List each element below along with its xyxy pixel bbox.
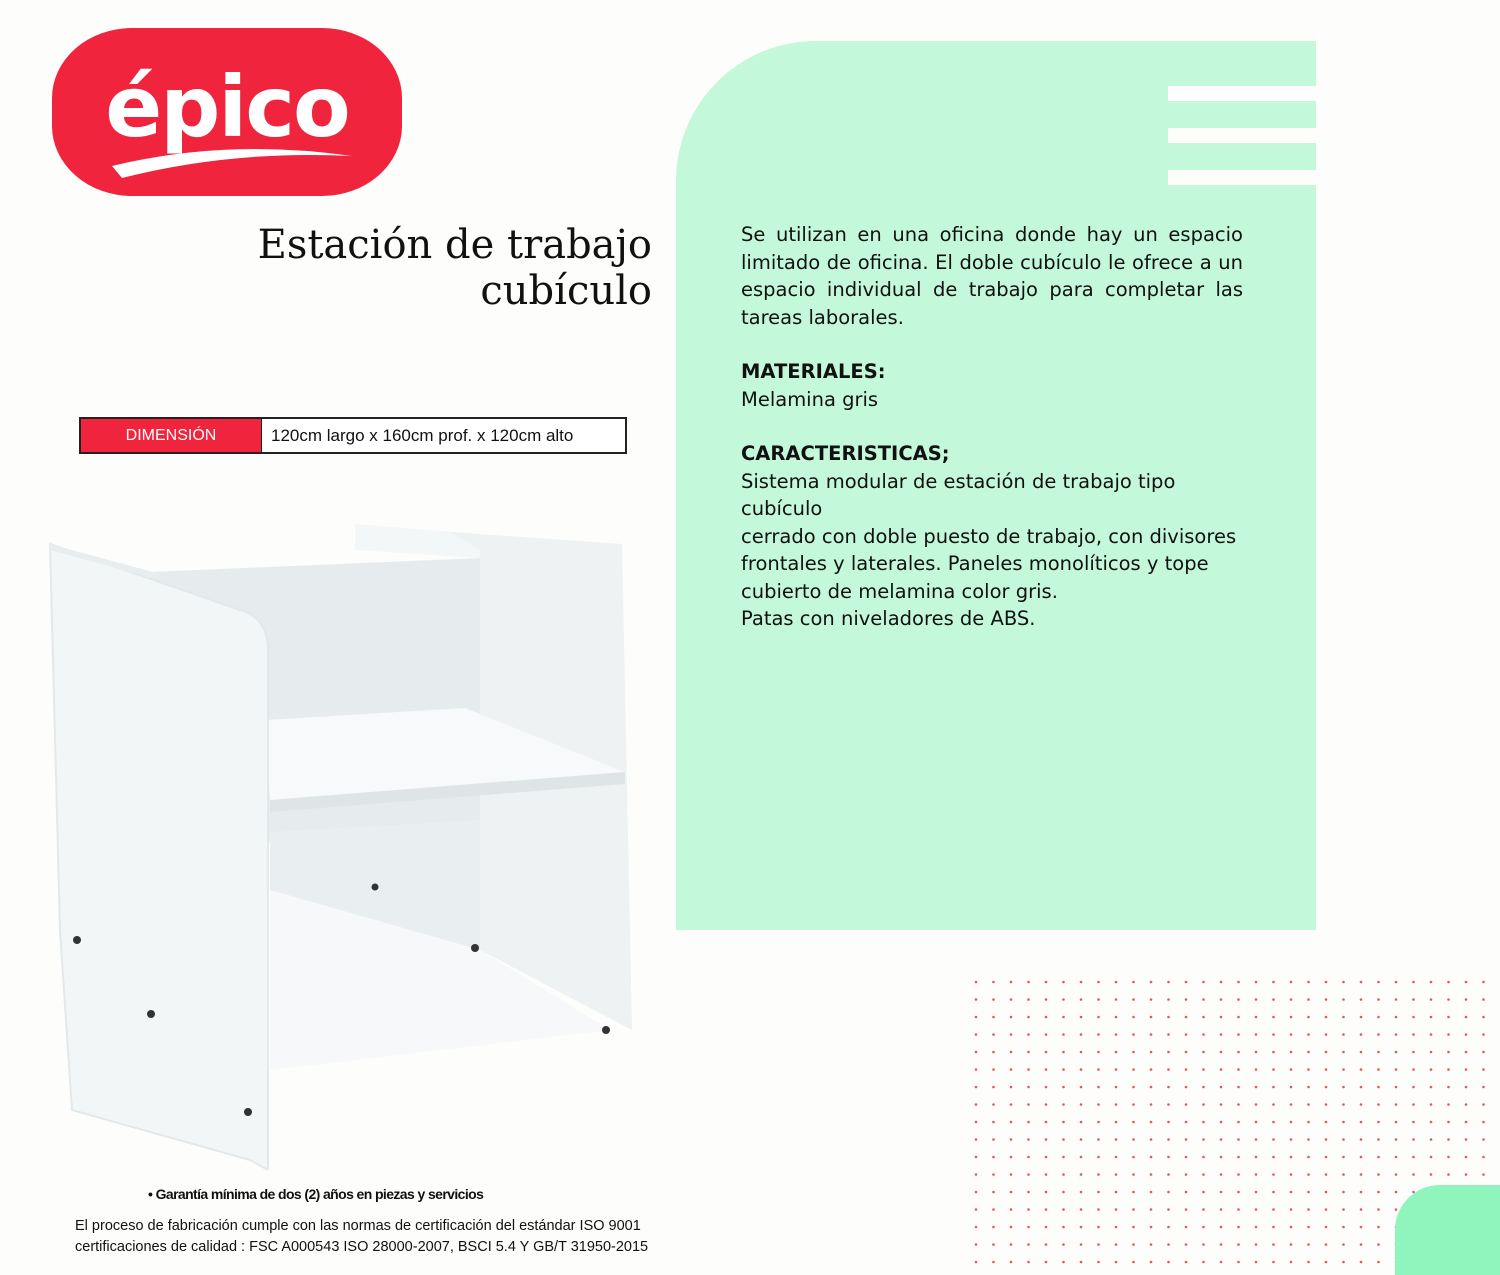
materials-value: Melamina gris: [741, 387, 879, 411]
logo-text: épico: [105, 58, 349, 156]
brand-logo: [52, 28, 402, 196]
features-line: frontales y laterales. Paneles monolíticos y tope: [741, 552, 1209, 575]
decor-stripe: [1168, 170, 1316, 185]
dimension-label: DIMENSIÓN: [81, 419, 261, 452]
description-intro: Se utilizan en una oficina donde hay un espacio limitado de oficina. El doble cubículo le ofrece a un espacio individual de trabajo para completar las tareas laborales.: [741, 223, 1243, 329]
features-line: Patas con niveladores de ABS.: [741, 607, 1036, 630]
dimension-table: [79, 417, 627, 454]
features-line: Sistema modular de estación de trabajo tipo cubículo: [741, 469, 1176, 520]
dimension-value: 120cm largo x 160cm prof. x 120cm alto: [261, 419, 625, 452]
product-title-line-2: cubículo: [480, 268, 652, 314]
materials-heading: MATERIALES:: [741, 360, 886, 383]
warranty-note: • Garantía mínima de dos (2) años en piezas y servicios: [148, 1186, 484, 1202]
certification-line-2: certificaciones de calidad : FSC A000543 ISO 28000-2007, BSCI 5.4 Y GB/T 31950-2015: [75, 1239, 649, 1255]
features-heading: CARACTERISTICAS;: [741, 442, 950, 465]
decor-stripe: [1168, 128, 1316, 143]
product-image: [10, 510, 670, 1170]
corner-decoration: [1395, 1185, 1500, 1275]
features-line: cerrado con doble puesto de trabajo, con divisores: [741, 524, 1237, 548]
product-description: [741, 221, 1243, 633]
product-title-line-1: Estación de trabajo: [257, 222, 652, 268]
decor-stripe: [1168, 86, 1316, 101]
features-line: cubierto de melamina color gris.: [741, 579, 1058, 603]
certification-note: [75, 1216, 675, 1258]
certification-line-1: El proceso de fabricación cumple con las normas de certificación del estándar ISO 9001: [75, 1218, 641, 1234]
product-title: [200, 222, 652, 314]
